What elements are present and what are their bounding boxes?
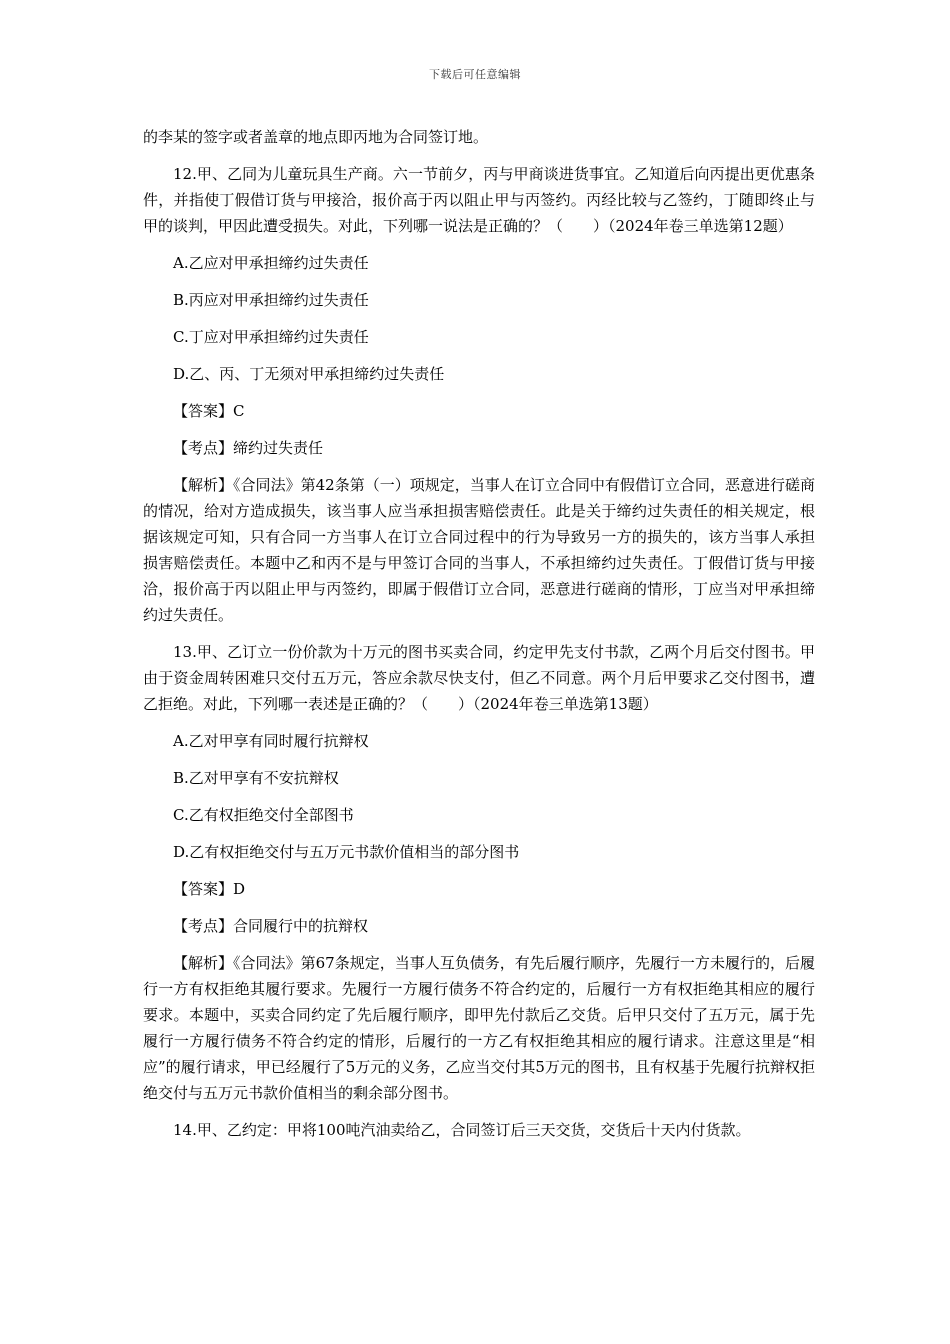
question-13-stem: 13.甲、乙订立一份价款为十万元的图书买卖合同，约定甲先支付书款，乙两个月后交付图书。甲由于资金周转困难只交付五万元，答应余款尽快支付，但乙不同意。两个月后甲要求乙交付图书，遭乙拒绝。对此，下列哪一表述是正确的？（ ）（2024年卷三单选第13题） [143,643,815,713]
question-12-analysis: 【解析】《合同法》第42条第（一）项规定，当事人在订立合同中有假借订立合同，恶意进行磋商的情况，给对方造成损失，该当事人应当承担损害赔偿责任。此是关于缔约过失责任的相关规定，根据该规定可知，只有合同一方当事人在订立合同过程中的行为导致另一方的损失的，该方当事人承担损害赔偿责任。本题中乙和丙不是与甲签订合同的当事人，不承担缔约过失责任。丁假借订货与甲接洽，报价高于丙以阻止甲与丙签约，即属于假借订立合同，恶意进行磋商的情形，丁应当对甲承担缔约过失责任。 [143,476,815,624]
paragraph-continuation: 的李某的签字或者盖章的地点即丙地为合同签订地。 [143,128,489,146]
question-13-option-a: A.乙对甲享有同时履行抗辩权 [173,732,369,750]
question-12-option-d: D.乙、丙、丁无须对甲承担缔约过失责任 [173,365,445,383]
question-12-option-a: A.乙应对甲承担缔约过失责任 [173,254,369,272]
question-13-answer: 【答案】D [173,880,246,898]
question-12-stem: 12.甲、乙同为儿童玩具生产商。六一节前夕，丙与甲商谈进货事宜。乙知道后向丙提出更优惠条件，并指使丁假借订货与甲接洽，报价高于丙以阻止甲与丙签约。丙经比较与乙签约，丁随即终止与甲的谈判，甲因此遭受损失。对此，下列哪一说法是正确的？（ ）（2024年卷三单选第12题） [143,165,815,235]
question-12-option-c: C.丁应对甲承担缔约过失责任 [173,328,369,346]
question-13-option-b: B.乙对甲享有不安抗辩权 [173,769,339,787]
question-12-point: 【考点】缔约过失责任 [173,439,324,457]
question-12-answer: 【答案】C [173,402,245,420]
question-13-analysis: 【解析】《合同法》第67条规定，当事人互负债务，有先后履行顺序，先履行一方未履行的，后履行一方有权拒绝其履行要求。先履行一方履行债务不符合约定的，后履行一方有权拒绝其相应的履行要求。本题中，买卖合同约定了先后履行顺序，即甲先付款后乙交货。后甲只交付了五万元，属于先履行一方履行债务不符合约定的情形，后履行的一方乙有权拒绝其相应的履行请求。注意这里是“相应”的履行请求，甲已经履行了5万元的义务，乙应当交付其5万元的图书，且有权基于先履行抗辩权拒绝交付与五万元书款价值相当的剩余部分图书。 [143,954,815,1102]
question-13-option-c: C.乙有权拒绝交付全部图书 [173,806,354,824]
document-body [143,124,815,1154]
question-12-option-b: B.丙应对甲承担缔约过失责任 [173,291,369,309]
page-header: 下载后可任意编辑 [429,68,521,81]
question-13-point: 【考点】合同履行中的抗辩权 [173,917,369,935]
question-14-stem: 14.甲、乙约定：甲将100吨汽油卖给乙，合同签订后三天交货，交货后十天内付货款。 [173,1121,751,1139]
question-13-option-d: D.乙有权拒绝交付与五万元书款价值相当的部分图书 [173,843,520,861]
